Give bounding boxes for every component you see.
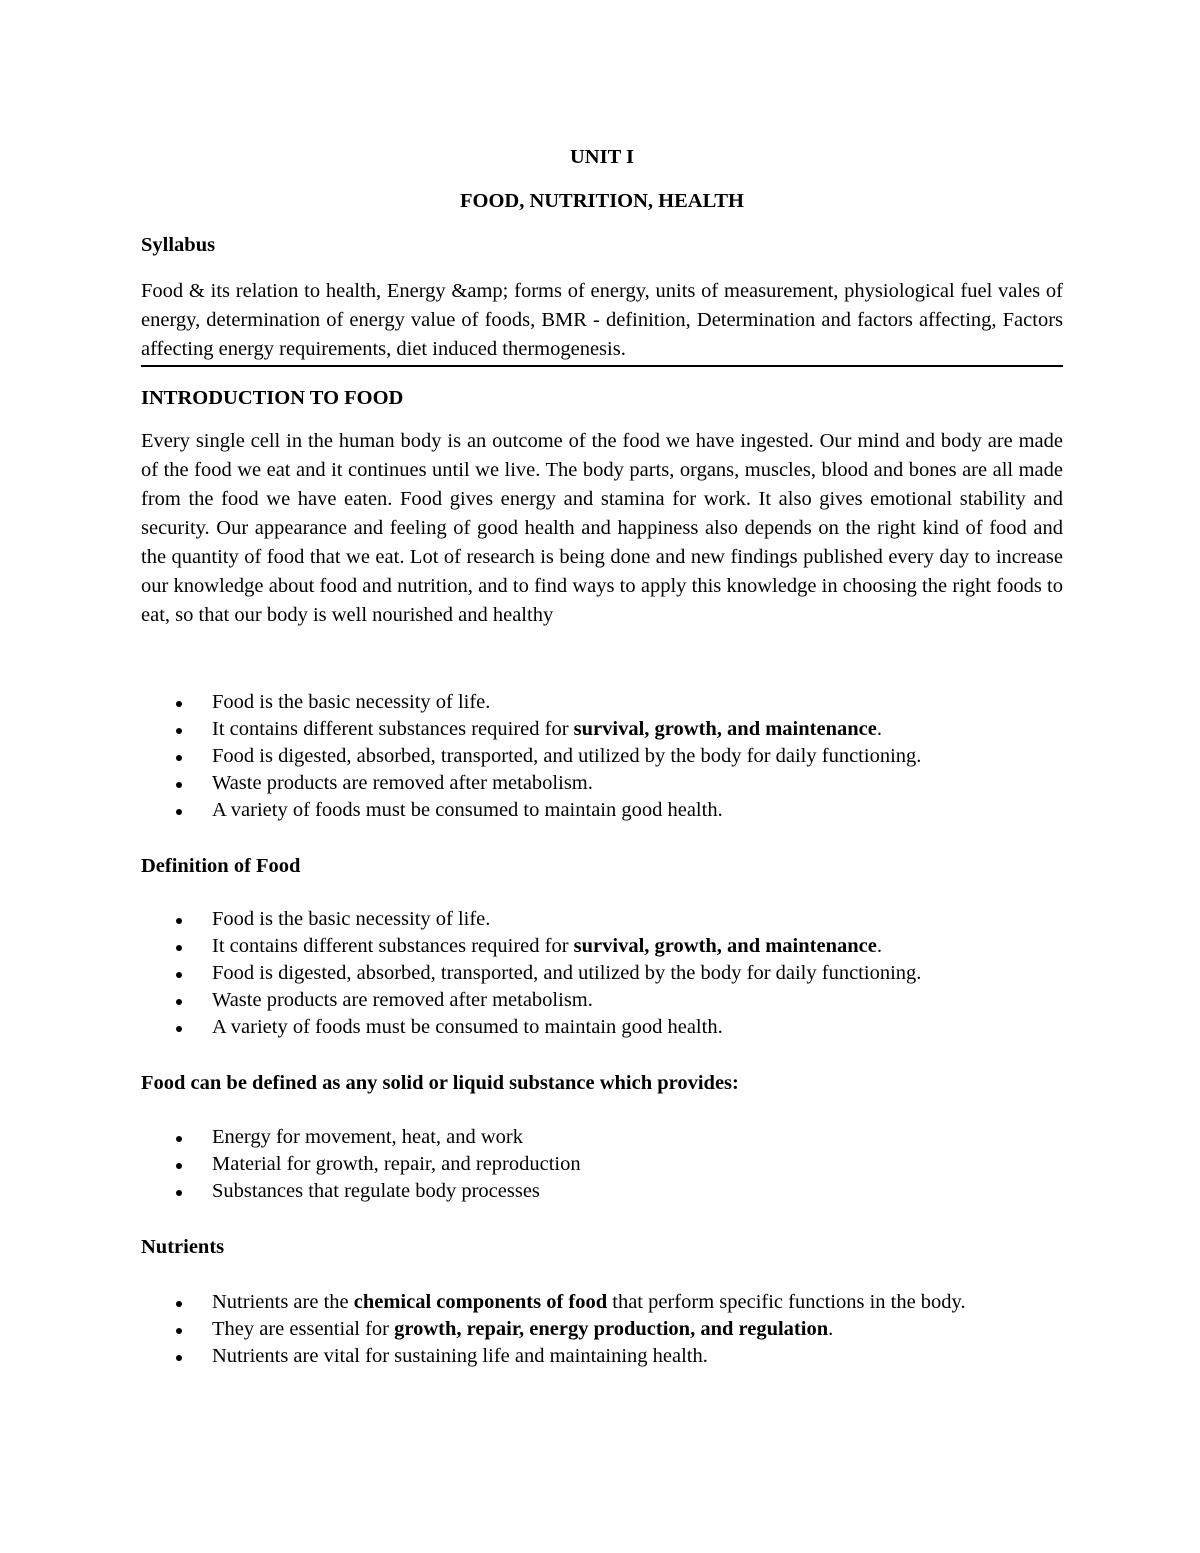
bullet-icon: [176, 701, 182, 707]
bullet-icon: [176, 755, 182, 761]
list-item: Food is the basic necessity of life.: [141, 689, 1063, 716]
list-item: It contains different substances required for survival, growth, and maintenance.: [141, 716, 1063, 743]
nutrients-heading: Nutrients: [141, 1236, 225, 1258]
nutrients-bullet-list: [141, 1289, 1063, 1370]
bullet-icon: [176, 999, 182, 1005]
bullet-icon: [176, 1301, 182, 1307]
list-item: Food is the basic necessity of life.: [141, 906, 1063, 933]
bullet-icon: [176, 945, 182, 951]
page-title: FOOD, NUTRITION, HEALTH: [459, 190, 745, 212]
syllabus-heading: Syllabus: [141, 234, 216, 256]
bullet-icon: [176, 809, 182, 815]
list-item: Waste products are removed after metabolism.: [141, 770, 1063, 797]
bullet-icon: [176, 728, 182, 734]
definition-bullet-list: [141, 906, 1063, 1041]
unit-label: UNIT I: [570, 146, 634, 168]
bullet-icon: [176, 972, 182, 978]
list-item: Material for growth, repair, and reproduction: [141, 1151, 1063, 1178]
bullet-icon: [176, 918, 182, 924]
list-item: Nutrients are vital for sustaining life and maintaining health.: [141, 1343, 1063, 1370]
definition-heading: Definition of Food: [141, 855, 301, 877]
list-item: Substances that regulate body processes: [141, 1178, 1063, 1205]
bullet-icon: [176, 1163, 182, 1169]
list-item: Energy for movement, heat, and work: [141, 1124, 1063, 1151]
list-item: They are essential for growth, repair, energy production, and regulation.: [141, 1316, 1063, 1343]
bullet-icon: [176, 1355, 182, 1361]
list-item: A variety of foods must be consumed to maintain good health.: [141, 1014, 1063, 1041]
list-item: It contains different substances required for survival, growth, and maintenance.: [141, 933, 1063, 960]
bullet-icon: [176, 1328, 182, 1334]
intro-heading: INTRODUCTION TO FOOD: [141, 387, 404, 409]
list-item: Waste products are removed after metabolism.: [141, 987, 1063, 1014]
list-item: Nutrients are the chemical components of food that perform specific functions in the body.: [141, 1289, 1063, 1316]
syllabus-text: Food & its relation to health, Energy &amp; forms of energy, units of measurement, physiological fuel vales of energy, determination of energy value of foods, BMR - definition, Determination and factors affecting, Factors affecting energy requirements, diet induced thermogenesis.: [141, 280, 1063, 360]
section-divider: [141, 365, 1063, 367]
bullet-icon: [176, 782, 182, 788]
bullet-icon: [176, 1026, 182, 1032]
intro-paragraph: Every single cell in the human body is an outcome of the food we have ingested. Our mind and body are made of the food we eat and it continues until we live. The body parts, organs, muscles, blood and bones are all made from the food we have eaten. Food gives energy and stamina for work. It also gives emotional stability and security. Our appearance and feeling of good health and happiness also depends on the right kind of food and the quantity of food that we eat. Lot of research is being done and new findings published every day to increase our knowledge about food and nutrition, and to find ways to apply this knowledge in choosing the right foods to eat, so that our body is well nourished and healthy: [141, 430, 1063, 626]
bullet-icon: [176, 1190, 182, 1196]
provides-bullet-list: [141, 1124, 1063, 1205]
list-item: Food is digested, absorbed, transported, and utilized by the body for daily functioning.: [141, 743, 1063, 770]
provides-heading: Food can be defined as any solid or liquid substance which provides:: [141, 1072, 739, 1094]
list-item: A variety of foods must be consumed to maintain good health.: [141, 797, 1063, 824]
bullet-icon: [176, 1136, 182, 1142]
intro-bullet-list: [141, 689, 1063, 824]
list-item: Food is digested, absorbed, transported, and utilized by the body for daily functioning.: [141, 960, 1063, 987]
